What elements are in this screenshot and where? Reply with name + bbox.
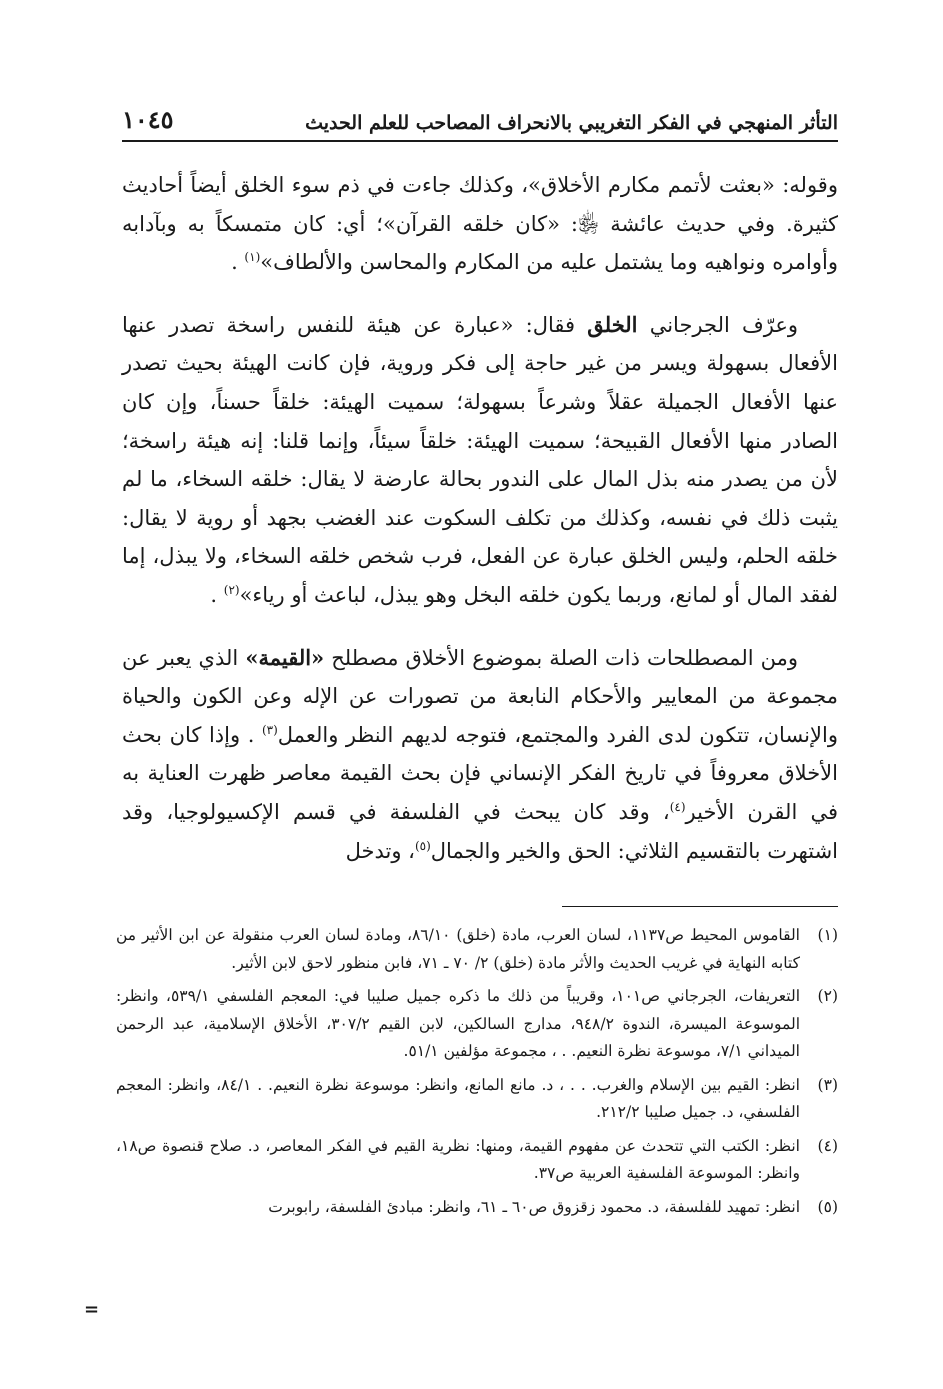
footnote-ref-2: (٢) — [223, 582, 240, 597]
footnote-number: (١) — [817, 926, 838, 944]
footnote-text: انظر: الكتب التي تتحدث عن مفهوم القيمة، ومنها: نظرية القيم في الفكر المعاصر، د. صلاح قنصوة ص١٨، وانظر: الموسوعة الفلسفية العربية ص٣٧. — [116, 1136, 800, 1182]
footnote — [116, 983, 838, 1066]
paragraph-2 — [122, 306, 838, 615]
footnotes — [116, 922, 838, 1227]
paragraph-3 — [122, 639, 838, 871]
term-khuluq: الخلق — [587, 311, 638, 337]
footnote-number: (٥) — [817, 1197, 838, 1216]
paragraph-1 — [122, 166, 838, 282]
page-number: ١٠٤٥ — [122, 105, 174, 134]
paragraph-2-text-b: فقال: «عبارة عن هيئة للنفس راسخة تصدر عنها الأفعال بسهولة ويسر من غير حاجة إلى فكر وروية، فإن كانت الهيئة بحيث تصدر عنها الأفعال الجميلة عقلاً وشرعاً بسهولة؛ سميت الهيئة: خلقاً حسناً، وإن كان الصادر منها الأفعال القبيحة؛ سميت الهيئة: خلقاً سيئاً، وإنما قلنا: إنه هيئة راسخة؛ لأن من يصدر منه بذل المال على الندور بحالة عارضة لا يقال: خلقه السخاء، ما لم يثبت ذلك في نفسه، وكذلك من تكلف السكوت عند الغضب بجهد أو روية لا يقال: خلقه الحلم، وليس الخلق عبارة عن الفعل، فرب شخص خلقه السخاء، ولا يبذل، إما لفقد المال أو لمانع، وربما يكون خلقه البخل وهو يبذل، لباعث أو رياء» — [122, 312, 838, 607]
footnote-ref-1: (١) — [244, 250, 261, 265]
paragraph-1-end: . — [231, 250, 245, 275]
footnote-text: انظر: تمهيد للفلسفة، د. محمود زقزوق ص٦٠ ـ ٦١، وانظر: مبادئ الفلسفة، رابوبرت — [268, 1197, 800, 1216]
footnote-ref-5: (٥) — [414, 838, 431, 853]
paragraph-2-end: . — [210, 582, 224, 607]
footnote-number: (٣) — [817, 1075, 838, 1094]
term-qima: «القيمة» — [245, 644, 325, 670]
paragraph-3-text-b: الذي يعبر عن مجموعة من المعايير والأحكام النابعة من تصورات عن الإله وعن الكون والحياة والإنسان، تتكون لدى الفرد والمجتمع، فتوجه لديهم النظر والعمل — [122, 645, 838, 747]
footnote-separator — [562, 906, 838, 907]
paragraph-3-text-c: . وإذا كان بحث الأخلاق معروفاً في تاريخ الفكر الإنساني فإن بحث القيمة معاصر ظهرت العناية به في القرن الأخير — [122, 722, 838, 824]
paragraph-3-text-e: ، وتدخل — [345, 838, 415, 863]
running-title: التأثر المنهجي في الفكر التغريبي بالانحراف المصاحب للعلم الحديث — [305, 112, 838, 134]
footnote-ref-4: (٤) — [669, 799, 686, 814]
footnote-text: التعريفات، الجرجاني ص١٠١، وقريباً من ذلك ما ذكره جميل صليبا في: المعجم الفلسفي ٥٣٩/١، وانظر: الموسوعة الميسرة، الندوة ٩٤٨/٢، مدارج السالكين، لابن القيم ٣٠٧/٢، الأخلاق الإسلامية، عبد الرحمن الميداني ٧/١، موسوعة نظرة النعيم. . ، مجموعة مؤلفين ٥١/١. — [116, 987, 801, 1060]
footnote — [116, 1194, 838, 1222]
footnote — [116, 922, 838, 977]
continuation-mark: = — [84, 1299, 100, 1320]
main-text — [122, 166, 838, 894]
paragraph-3-text-d: ، وقد كان يبحث في الفلسفة في قسم الإكسيولوجيا، وقد اشتهرت بالتقسيم الثلاثي: الحق والخير والجمال — [122, 799, 838, 863]
paragraph-3-text-a: ومن المصطلحات ذات الصلة بموضوع الأخلاق مصطلح — [324, 645, 798, 670]
footnote-text: انظر: القيم بين الإسلام والغرب. . . ، د. مانع المانع، وانظر: موسوعة نظرة النعيم. . ٨٤/١، وانظر: المعجم الفلسفي، د. جميل صليبا ٢١٢/٢. — [116, 1075, 800, 1121]
footnote-number: (٤) — [817, 1136, 838, 1155]
footnote — [116, 1072, 838, 1127]
footnote-number: (٢) — [817, 987, 838, 1005]
footnote-ref-3: (٣) — [261, 722, 278, 737]
paragraph-1-text: وقوله: «بعثت لأتمم مكارم الأخلاق»، وكذلك جاءت في ذم سوء الخلق أيضاً أحاديث كثيرة. وفي حديث عائشة ﵂: «كان خلقه القرآن»؛ أي: كان متمسكاً به وبآدابه وأوامره ونواهيه وما يشتمل عليه من المكارم والمحاسن والألطاف» — [122, 173, 838, 275]
footnote — [116, 1133, 838, 1188]
running-header — [122, 88, 838, 142]
paragraph-2-text-a: وعرّف الجرجاني — [637, 312, 799, 337]
footnote-text: القاموس المحيط ص١١٣٧، لسان العرب، مادة (خلق) ٨٦/١٠، ومادة لسان العرب منقولة عن ابن الأثير من كتابه النهاية في غريب الحديث والأثر مادة (خلق) ٢/ ٧٠ ـ ٧١، فابن منظور لاحق لابن الأثير. — [116, 926, 800, 972]
